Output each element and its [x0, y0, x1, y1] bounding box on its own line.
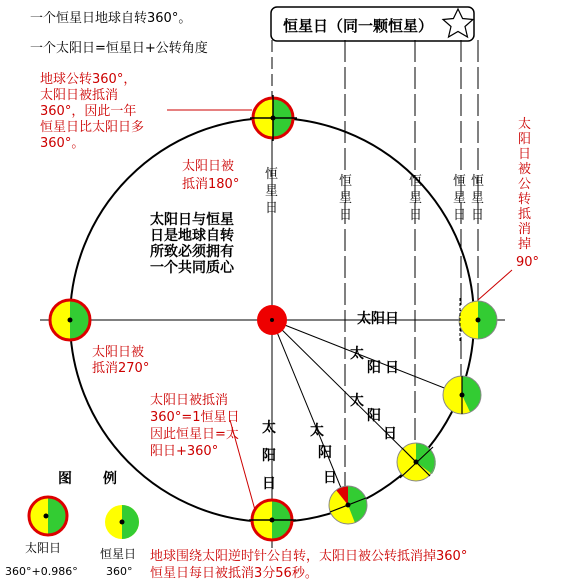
solar-label-diag-1: [350, 345, 399, 376]
earth-lower-right-1: [443, 376, 481, 414]
svg-text:抵: 抵: [518, 207, 532, 222]
note-bottom: [150, 548, 467, 581]
legend-solar-value: 360°+0.986°: [5, 565, 78, 578]
sidereal-label-char: 日: [471, 208, 485, 223]
sidereal-label-char: 星: [265, 184, 279, 199]
legend-title-1: 图: [58, 471, 72, 487]
sidereal-label-char: 日: [453, 208, 467, 223]
svg-text:抵消270°: 抵消270°: [92, 361, 150, 376]
svg-text:360°。: 360°。: [40, 136, 85, 151]
sidereal-label-char: 星: [339, 191, 353, 206]
solar-label-char: 太: [350, 393, 364, 409]
svg-text:太阳日与恒星: 太阳日与恒星: [150, 212, 234, 228]
solar-label-char: 日: [385, 360, 399, 376]
note-center: [150, 211, 235, 276]
solar-label-char: 阳: [367, 408, 381, 424]
note-right-cancel-90: [516, 116, 539, 270]
svg-text:恒星日比太阳日多: 恒星日比太阳日多: [40, 120, 145, 135]
solar-ray-1: [272, 320, 462, 395]
sidereal-label-2: [339, 173, 352, 223]
earth-lower-right-3: [329, 486, 367, 524]
svg-text:地球公转360°，: 地球公转360°，: [40, 72, 137, 87]
legend-sidereal-earth-icon: [105, 503, 142, 543]
sidereal-label-char: 日: [339, 208, 353, 223]
svg-text:日是地球自转: 日是地球自转: [150, 228, 234, 244]
sidereal-star-box: [271, 7, 474, 41]
svg-text:太阳日被抵消: 太阳日被抵消: [40, 88, 119, 103]
sidereal-label-char: 恒: [409, 174, 423, 189]
svg-text:掉: 掉: [518, 237, 532, 252]
sidereal-label-char: 恒: [471, 174, 485, 189]
solar-label-vertical: [262, 419, 276, 492]
svg-text:360°，因此一年: 360°，因此一年: [40, 104, 137, 119]
legend-solar-name: 太阳日: [25, 541, 62, 555]
earth-right: [459, 297, 502, 343]
sidereal-label-char: 恒: [265, 167, 279, 182]
svg-text:太阳日被: 太阳日被: [182, 159, 235, 174]
svg-text:抵消180°: 抵消180°: [182, 177, 240, 192]
sidereal-label-4: [453, 173, 466, 223]
legend-title-2: 例: [103, 471, 117, 487]
solar-label-char: 日: [262, 476, 276, 492]
legend-solar-earth-icon: [29, 496, 70, 538]
svg-text:公: 公: [518, 177, 532, 192]
header-line-2: 一个太阳日=恒星日+公转角度: [30, 41, 208, 56]
sidereal-label-char: 日: [409, 208, 423, 223]
svg-text:恒星日每日被抵消3分56秒。: 恒星日每日被抵消3分56秒。: [150, 566, 318, 581]
sidereal-label-char: 恒: [339, 174, 353, 189]
note-cancel-270: [92, 344, 149, 376]
solar-label-char: 阳: [262, 448, 276, 464]
svg-text:转: 转: [518, 192, 532, 207]
svg-text:日: 日: [518, 147, 532, 162]
earth-lower-right-2: [397, 443, 436, 481]
legend: [5, 470, 142, 578]
solar-label-char: 日: [323, 470, 337, 486]
sidereal-box-label: 恒星日（同一颗恒星）: [283, 17, 434, 35]
earth-top: [250, 95, 297, 141]
sidereal-label-3: [409, 173, 422, 223]
sidereal-label-5: [471, 173, 484, 223]
solar-label-char: 阳: [367, 360, 381, 376]
svg-text:阳: 阳: [518, 132, 532, 147]
svg-text:太阳日被抵消: 太阳日被抵消: [150, 393, 229, 408]
earth-left: [50, 297, 94, 343]
sidereal-label-char: 星: [409, 191, 423, 206]
sidereal-label-char: 恒: [453, 174, 467, 189]
svg-text:90°: 90°: [516, 255, 540, 270]
solar-label-char: 太: [310, 423, 324, 439]
sidereal-label-char: 星: [453, 191, 467, 206]
sidereal-label-1: [265, 166, 278, 216]
pointer-right-90: [478, 270, 512, 300]
svg-text:消: 消: [518, 222, 532, 237]
svg-text:一个共同质心: 一个共同质心: [150, 260, 234, 276]
legend-sidereal-name: 恒星日: [100, 547, 137, 561]
sidereal-label-char: 日: [265, 201, 279, 216]
solar-label-diag-3: [310, 422, 337, 486]
earth-bottom: [249, 497, 296, 543]
note-cancel-180: [182, 158, 239, 192]
solar-label-char: 太: [350, 346, 364, 362]
note-top-left: [40, 71, 144, 151]
svg-text:因此恒星日=太: 因此恒星日=太: [150, 427, 239, 442]
sidereal-label-char: 星: [471, 191, 485, 206]
solar-label-diag-2: [350, 392, 397, 442]
svg-text:360°=1恒星日: 360°=1恒星日: [150, 410, 240, 425]
svg-text:太: 太: [518, 117, 532, 132]
solar-label-horizontal: 太阳日: [357, 311, 399, 327]
solar-label-char: 阳: [318, 445, 332, 461]
note-cancel-360: [150, 392, 239, 459]
solar-label-char: 太: [262, 420, 276, 436]
legend-sidereal-value: 360°: [106, 565, 133, 578]
svg-text:地球围绕太阳逆时针公自转，太阳日被公转抵消掉360°: 地球围绕太阳逆时针公自转，太阳日被公转抵消掉360°: [150, 549, 468, 564]
svg-text:被: 被: [518, 162, 532, 177]
svg-text:太阳日被: 太阳日被: [92, 345, 145, 360]
sun-center: [270, 318, 274, 322]
header-line-1: 一个恒星日地球自转360°。: [30, 11, 192, 26]
svg-text:所致必须拥有: 所致必须拥有: [150, 244, 234, 260]
svg-text:阳日+360°: 阳日+360°: [150, 444, 219, 459]
solar-label-char: 日: [383, 426, 397, 442]
